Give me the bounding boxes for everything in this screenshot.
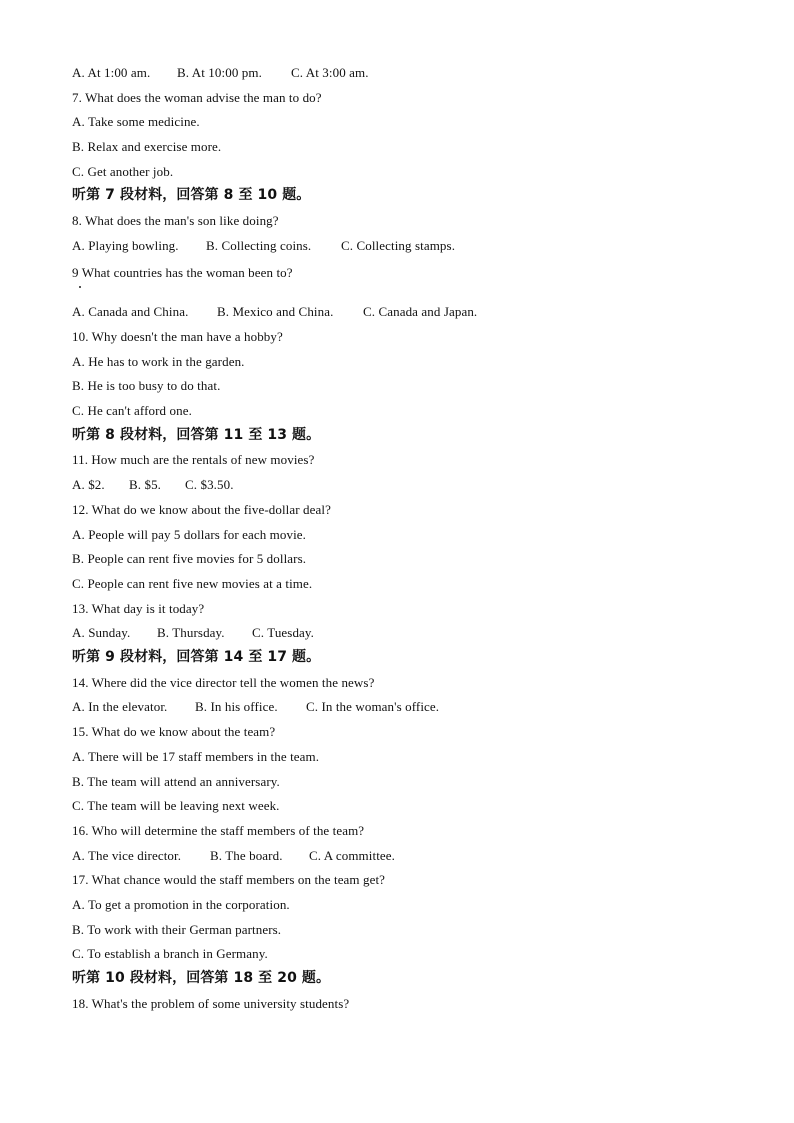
question-text: 16. Who will determine the staff members of the team? bbox=[72, 823, 365, 838]
question-text: 14. Where did the vice director tell the women the news? bbox=[72, 675, 375, 690]
answer-text: A. People will pay 5 dollars for each movie. bbox=[72, 527, 307, 542]
option-c: C. $3.50. bbox=[185, 477, 234, 492]
question-text: 17. What chance would the staff members on the team get? bbox=[72, 872, 386, 887]
option-a: A. Canada and China. bbox=[72, 304, 189, 319]
section-heading: 听第 9 段材料，回答第 14 至 17 题。 bbox=[72, 649, 321, 665]
option-c: C. In the woman's office. bbox=[306, 699, 440, 714]
question-text: 12. What do we know about the five-dollar deal? bbox=[72, 502, 331, 517]
question-text: 18. What's the problem of some university students? bbox=[72, 996, 350, 1011]
option-c: C. Collecting stamps. bbox=[341, 238, 456, 253]
answer-options bbox=[72, 625, 314, 641]
answer-text: B. He is too busy to do that. bbox=[72, 378, 221, 393]
answer-text: C. People can rent five new movies at a time. bbox=[72, 576, 313, 591]
question-text: 10. Why doesn't the man have a hobby? bbox=[72, 329, 283, 344]
option-a: A. Playing bowling. bbox=[72, 238, 179, 253]
question-text: 11. How much are the rentals of new movies? bbox=[72, 452, 315, 467]
option-a: A. $2. bbox=[72, 477, 105, 492]
section-heading: 听第 7 段材料，回答第 8 至 10 题。 bbox=[72, 187, 311, 203]
answer-options bbox=[72, 699, 439, 715]
answer-options bbox=[72, 65, 369, 81]
option-b: B. Thursday. bbox=[157, 625, 225, 640]
answer-text: C. Get another job. bbox=[72, 164, 174, 179]
section-heading: 听第 10 段材料，回答第 18 至 20 题。 bbox=[72, 970, 331, 986]
option-a: A. In the elevator. bbox=[72, 699, 168, 714]
answer-text: C. The team will be leaving next week. bbox=[72, 798, 280, 813]
option-b: B. At 10:00 pm. bbox=[177, 65, 262, 80]
answer-text: C. To establish a branch in Germany. bbox=[72, 946, 268, 961]
option-c: C. At 3:00 am. bbox=[291, 65, 369, 80]
answer-text: C. He can't afford one. bbox=[72, 403, 192, 418]
question-text: 15. What do we know about the team? bbox=[72, 724, 276, 739]
answer-text: A. There will be 17 staff members in the team. bbox=[72, 749, 320, 764]
question-text: 8. What does the man's son like doing? bbox=[72, 213, 279, 228]
answer-options bbox=[72, 848, 395, 864]
answer-text: A. He has to work in the garden. bbox=[72, 354, 245, 369]
option-a: A. At 1:00 am. bbox=[72, 65, 151, 80]
option-b: B. In his office. bbox=[195, 699, 278, 714]
option-b: B. Collecting coins. bbox=[206, 238, 312, 253]
question-text: 9 What countries has the woman been to? bbox=[72, 265, 293, 280]
question-text: 7. What does the woman advise the man to do? bbox=[72, 90, 322, 105]
answer-text: B. Relax and exercise more. bbox=[72, 139, 222, 154]
stray-mark bbox=[79, 286, 81, 288]
option-b: B. The board. bbox=[210, 848, 283, 863]
answer-text: A. Take some medicine. bbox=[72, 114, 200, 129]
option-b: B. Mexico and China. bbox=[217, 304, 334, 319]
answer-options bbox=[72, 477, 234, 493]
answer-text: B. The team will attend an anniversary. bbox=[72, 774, 280, 789]
option-b: B. $5. bbox=[129, 477, 162, 492]
section-heading: 听第 8 段材料，回答第 11 至 13 题。 bbox=[72, 427, 321, 443]
option-a: A. Sunday. bbox=[72, 625, 131, 640]
option-c: C. Tuesday. bbox=[252, 625, 315, 640]
answer-text: B. People can rent five movies for 5 dollars. bbox=[72, 551, 307, 566]
answer-text: A. To get a promotion in the corporation. bbox=[72, 897, 290, 912]
answer-text: B. To work with their German partners. bbox=[72, 922, 282, 937]
option-a: A. The vice director. bbox=[72, 848, 182, 863]
answer-options bbox=[72, 304, 477, 320]
option-c: C. Canada and Japan. bbox=[363, 304, 478, 319]
answer-options bbox=[72, 238, 455, 254]
option-c: C. A committee. bbox=[309, 848, 395, 863]
question-text: 13. What day is it today? bbox=[72, 601, 205, 616]
